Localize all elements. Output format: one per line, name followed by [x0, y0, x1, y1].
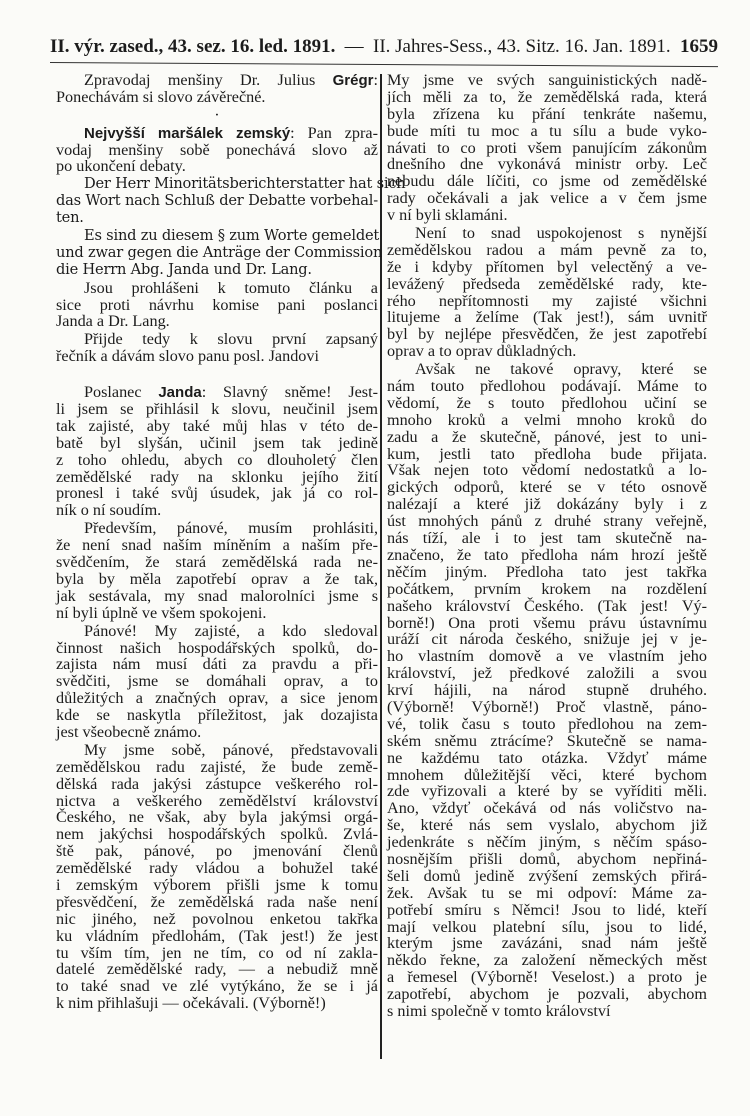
text-line: [56, 175, 406, 193]
header-rule: [50, 62, 718, 67]
text-line: [56, 690, 378, 707]
text-line: [56, 210, 378, 227]
line-text: :: [373, 71, 378, 89]
line-text: řečník a dávám slovo panu posl. Jandovi: [56, 347, 319, 366]
line-text: Es sind zu diesem § zum Worte gemeldet: [84, 227, 380, 245]
line-text: jedenkráte s něčím jiným, s něčím spáso-: [387, 833, 707, 852]
line-text: jak sestávala, my snad malorolníci jsme s: [56, 586, 378, 605]
paragraph-gap: [56, 366, 378, 384]
text-line: [387, 733, 707, 750]
text-line: [56, 978, 378, 995]
text-line: [387, 361, 707, 378]
text-line: [56, 331, 378, 348]
text-line: [56, 809, 378, 826]
line-text: sice proti návrhu komise pani poslanci: [56, 295, 378, 314]
text-line: [387, 598, 707, 615]
paragraph: [56, 125, 378, 176]
line-text: Však nejen toto vědomí nedostatků a lo-: [387, 461, 707, 480]
text-line: [387, 1003, 707, 1020]
paragraph: [56, 227, 383, 279]
text-line: [56, 673, 378, 690]
line-text: zemědělské rady na sklonku jejího žití: [56, 467, 378, 486]
text-line: [387, 902, 707, 919]
text-line: [56, 571, 378, 588]
line-text: Ano, vždyť očekává od nás voličstvo na-: [387, 799, 707, 818]
paragraph: [56, 742, 378, 1012]
text-line: [387, 851, 707, 868]
line-text: činnost našich hospodářských spolků, do-: [56, 638, 378, 657]
text-line: [387, 699, 707, 716]
speaker-name: Nejvyšší maršálek zemský: [84, 124, 291, 142]
text-line: [387, 885, 707, 902]
line-text: značeno, že tato předloha nám hrozí ještě: [387, 545, 707, 564]
text-line: [56, 107, 378, 124]
line-text: dělská rada jakýsi zástupce veškerého rol-: [56, 774, 378, 793]
line-text: zde vyřizovali a které by se vyříditi měli.: [387, 782, 707, 801]
speaker-name: Janda: [158, 384, 202, 402]
line-text: Není to snad uspokojenost s nynější: [415, 224, 707, 243]
line-text: nalézají a které již dokázány byly i z: [387, 495, 707, 514]
line-text: dnešního dne vykonává ministr orby. Leč: [387, 155, 707, 174]
paragraph: [56, 623, 378, 741]
text-line: [387, 547, 707, 564]
line-text: litujeme a želíme (Tak jest!), sám uvnitř: [387, 308, 707, 327]
text-line: [387, 919, 707, 936]
right-column: [387, 72, 707, 1021]
line-text: li jsem se přihlásil k slovu, neučinil jsem: [56, 400, 378, 419]
line-text: kde se naskytla příležitost, jak dozajista: [56, 706, 378, 725]
line-text: s nimi společně v tomto království: [387, 1001, 611, 1020]
text-line: [387, 72, 707, 89]
line-text: přesvědčení, že zemědělská rada naše není: [56, 892, 378, 911]
line-text: oprav a to oprav důkladných.: [387, 342, 577, 361]
text-line: [56, 125, 378, 142]
line-text: nem jakýchsi hospodářských spolků. Zvlá-: [56, 825, 378, 844]
line-prefix: Poslanec: [84, 383, 159, 402]
text-line: [387, 834, 707, 851]
line-text: ní byli úplně ve všem spokojeni.: [56, 603, 267, 622]
text-line: [56, 228, 378, 245]
text-line: [387, 140, 707, 157]
text-line: [56, 877, 378, 894]
text-line: [387, 446, 707, 463]
line-text: ten.: [56, 209, 84, 227]
text-line: [56, 384, 378, 401]
line-text: byla by měla zapotřebí oprav a že tak,: [56, 569, 378, 588]
text-line: [387, 309, 707, 326]
line-text: mnoho kroků a velmi mnoho kroků do: [387, 410, 707, 429]
line-text: und zwar gegen die Anträge der Commission: [56, 243, 383, 261]
line-text: k nim přihlašuji — očekávali. (Výborně!): [56, 994, 326, 1013]
line-text: nás tíží, ale i to jest tam skutečně na-: [387, 529, 707, 548]
text-line: [56, 793, 378, 810]
text-line: [387, 378, 707, 395]
text-line: [387, 242, 707, 259]
paragraph: [56, 384, 378, 519]
line-text: i zemským výborem přišli jsme k tomu: [56, 875, 378, 894]
line-prefix: Zpravodaj menšiny Dr. Julius: [84, 71, 333, 89]
paragraph: [56, 72, 378, 106]
text-line: [56, 588, 378, 605]
text-line: [56, 297, 378, 314]
line-text: kum, jestli tato předloha bude přijata.: [387, 444, 707, 463]
text-line: [56, 707, 378, 724]
line-text: : Pan zpra-: [290, 123, 378, 142]
text-line: [56, 945, 378, 962]
line-text: v ní byli sklamáni.: [387, 206, 508, 225]
text-line: [387, 767, 707, 784]
paragraph: [387, 225, 707, 360]
line-text: Přijde tedy k slovu první zapsaný: [84, 330, 378, 349]
text-line: [387, 207, 707, 224]
line-text: nosnějším přišli domů, abychom nepřiná-: [387, 849, 707, 868]
line-text: svědčiti, jsme se domáhali oprav, a to: [56, 672, 378, 691]
text-line: [387, 648, 707, 665]
line-text: levážený předseda zemědělské rady, kte-: [387, 274, 707, 293]
text-line: [387, 952, 707, 969]
line-text: žek. Avšak tu se mi odpoví: Máme za-: [387, 883, 707, 902]
text-line: [387, 462, 707, 479]
line-text: po ukončení debaty.: [56, 157, 186, 176]
text-line: [56, 605, 378, 622]
line-text: ník o ní soudím.: [56, 501, 162, 520]
line-text: zemědělskou radu zajisté, že bude země-: [56, 757, 378, 776]
text-line: [56, 401, 378, 418]
line-text: mnohem důležitější věci, které bychom: [387, 765, 707, 784]
line-text: (Výborně! Výborně!) Proč vlastně, páno-: [387, 697, 707, 716]
line-text: borně!) Ona proti všemu právu ústavnímu: [387, 613, 707, 632]
line-text: šeli domů jedině zvýšení zemských přirá-: [387, 866, 707, 885]
line-text: zemědělské rady vládou a bohužel také: [56, 859, 378, 878]
line-text: bude míti tu moc a tu sílu a bude vyko-: [387, 121, 707, 140]
text-line: [56, 759, 378, 776]
header-german: II. Jahres-Sess., 43. Sitz. 16. Jan. 1891.: [373, 36, 671, 57]
paragraph: [56, 520, 378, 621]
text-line: [56, 894, 378, 911]
text-line: [387, 412, 707, 429]
line-text: Ponechávám si slovo závěrečné.: [56, 87, 266, 106]
line-text: vé, tolik času s touto předlohou na zem-: [387, 714, 707, 733]
text-line: [387, 479, 707, 496]
text-line: [387, 615, 707, 632]
speaker-name: Grégr: [332, 72, 374, 89]
text-line: [56, 520, 378, 537]
line-text: vodaj menšiny sobě ponechává slovo až: [56, 140, 378, 159]
line-text: tak zajisté, aby také můj hlas v této de-: [56, 416, 378, 435]
line-text: ště pak, pánové, po jmenování členů: [56, 842, 378, 861]
text-line: [387, 969, 707, 986]
text-line: [387, 156, 707, 173]
text-line: [56, 724, 378, 741]
line-text: Českého, ne však, aby byla jakýmsi orgá-: [56, 808, 378, 827]
line-text: My jsme sobě, pánové, představovali: [84, 740, 378, 759]
line-text: My jsme ve svých sanguinistických nadě-: [387, 71, 707, 89]
text-line: [56, 826, 378, 843]
text-line: [56, 843, 378, 860]
line-text: zapotřebí, abychom je pozvali, abychom: [387, 985, 707, 1004]
line-text: byl by nejlépe přesvědčen, že jest zapotřebí: [387, 325, 707, 344]
text-line: [56, 742, 378, 759]
line-text: království, jež předkové založili a svou: [387, 664, 707, 683]
text-line: [387, 496, 707, 513]
text-line: [387, 986, 707, 1003]
text-line: [56, 554, 378, 571]
line-text: jích měli za to, že zemědělská rada, která: [387, 87, 707, 106]
line-text: batě byl slyšán, učinil jsem tak jedině: [56, 433, 378, 452]
text-line: [56, 995, 378, 1012]
line-text: rého nepřítomnosti my zajisté všichni: [387, 291, 707, 310]
text-line: [56, 280, 378, 297]
line-text: Avšak ne takové opravy, které se: [415, 360, 707, 379]
line-text: byla zřízena ku přání tenkráte našemu,: [387, 104, 707, 123]
text-line: [56, 313, 378, 330]
paragraph: [387, 361, 707, 1020]
text-line: [387, 716, 707, 733]
line-text: něčím jiným. Předloha tato jest takřka: [387, 562, 707, 581]
line-text: úst mnohých pánů z druhé strany veřejně,: [387, 512, 707, 531]
text-line: [56, 158, 378, 175]
line-text: : Slavný sněme! Jest-: [201, 383, 378, 402]
text-line: [387, 343, 707, 360]
text-line: [387, 225, 707, 242]
line-text: nebudu dále líčiti, co jsme od zemědělské: [387, 172, 707, 191]
paragraph: [387, 72, 707, 224]
line-text: gických odporů, které se v této osnově: [387, 478, 707, 497]
text-line: [387, 631, 707, 648]
text-line: [56, 776, 378, 793]
line-text: nic jiného, než povolnou enketou takřka: [56, 909, 378, 928]
line-text: zadu a že skutečně, pánové, jest to uni-: [387, 427, 707, 446]
text-line: [387, 293, 707, 310]
text-line: [387, 89, 707, 106]
line-text: důležitých a značných oprav, a sice jenom: [56, 689, 378, 708]
line-text: datelé zemědělské rady, — a nebudiž mně: [56, 960, 378, 979]
text-line: [387, 190, 707, 207]
text-line: [387, 173, 707, 190]
line-text: rady očekávali a jak velice a v čem jsme: [387, 189, 707, 208]
line-text: die Herrn Abg. Janda und Dr. Lang.: [56, 260, 312, 278]
text-line: [56, 193, 378, 210]
paragraph: [56, 280, 378, 331]
line-text: vědomí, že s touto předlohou učiní se: [387, 393, 707, 412]
text-line: [387, 259, 707, 276]
text-line: [56, 452, 378, 469]
text-line: [56, 469, 378, 486]
line-text: še, které nás sem vyslalo, abychom již: [387, 816, 707, 835]
line-text: uráží cit národa českého, snižuje jej v je-: [387, 630, 707, 649]
line-text: zemědělskou radou a mám pevně za to,: [387, 240, 707, 259]
line-text: mají velkou platební sílu, jsou to lidé,: [387, 917, 707, 936]
text-line: [56, 485, 378, 502]
left-column: [56, 71, 406, 1013]
text-line: [56, 142, 378, 159]
line-text: kterým jsme zavázáni, snad nám ještě: [387, 934, 707, 953]
line-text: ském sněmu ztrácíme? Skutečně se nama-: [387, 731, 707, 750]
line-text: Především, pánové, musím prohlásiti,: [84, 519, 378, 538]
header-dash: —: [344, 36, 364, 57]
text-line: [387, 106, 707, 123]
line-text: das Wort nach Schluß der Debatte vorbehal-: [56, 192, 378, 210]
line-text: nám touto předlohou podávají. Máme to: [387, 377, 707, 396]
line-text: počátkem, prvním krokem na rozdělení: [387, 579, 707, 598]
line-text: nictva a veškerého zemědělství království: [56, 791, 378, 810]
text-line: [387, 530, 707, 547]
page-number: 1659: [679, 36, 718, 57]
line-text: našeho království Českého. (Tak jest! Vý-: [387, 596, 707, 615]
text-line: [387, 935, 707, 952]
header-czech: II. výr. zased., 43. sez. 16. led. 1891.: [50, 36, 336, 57]
text-line: [387, 395, 707, 412]
text-line: [387, 800, 707, 817]
text-line: [56, 623, 378, 640]
line-text: z toho ohledu, abych co dlouholetý člen: [56, 450, 378, 469]
line-text: potřebí smíru s Němci! Jsou to lidé, kteří: [387, 900, 707, 919]
text-line: [56, 418, 378, 435]
line-text: jest všeobecně známo.: [56, 722, 202, 741]
text-line: [56, 656, 378, 673]
text-line: [56, 537, 378, 554]
line-text: to také snad ve zlé vytýkáno, že se i já: [56, 977, 378, 996]
text-line: [56, 502, 378, 519]
line-text: zajista nám musí dáti za pravdu a při-: [56, 655, 378, 674]
line-text: návati to co proti všem panujícím zákonům: [387, 138, 707, 157]
text-line: [56, 860, 378, 877]
running-header: [50, 36, 718, 58]
line-text: ·: [214, 105, 220, 124]
text-line: [387, 581, 707, 598]
text-line: [56, 262, 378, 279]
paragraph: [56, 175, 406, 227]
text-line: [387, 665, 707, 682]
text-line: [56, 72, 378, 89]
line-text: že není snad naším míněním a naším pře-: [56, 536, 378, 555]
line-text: někdo řekne, za založení německých měst: [387, 951, 707, 970]
line-text: ku vládním předlohám, (Tak jest!) že jest: [56, 926, 378, 945]
line-text: krví hájili, na národ stupně druhého.: [387, 681, 707, 700]
line-text: Jsou prohlášeni k tomuto článku a: [84, 278, 378, 297]
line-text: ne každému tato otázka. Vždyť máme: [387, 748, 707, 767]
line-text: Der Herr Minoritätsberichterstatter hat sich: [84, 175, 406, 193]
line-text: Janda a Dr. Lang.: [56, 312, 170, 331]
line-text: Pánové! My zajisté, a kdo sledoval: [84, 621, 378, 640]
text-line: [387, 750, 707, 767]
text-line: [56, 89, 378, 106]
text-line: [56, 928, 378, 945]
text-line: [387, 564, 707, 581]
line-text: a řemesel (Výborně! Veselost.) a proto je: [387, 968, 707, 987]
line-text: pronesl i také svůj úsudek, jak já co rol-: [56, 484, 378, 503]
text-line: [56, 243, 383, 262]
text-line: [387, 682, 707, 699]
text-line: [387, 513, 707, 530]
text-line: [56, 961, 378, 978]
text-line: [387, 429, 707, 446]
text-line: [56, 435, 378, 452]
line-text: tu vším tím, jen ne tím, co od ní zakla-: [56, 943, 378, 962]
text-line: [56, 348, 378, 365]
text-line: [387, 783, 707, 800]
text-line: [387, 123, 707, 140]
text-line: [387, 817, 707, 834]
text-line: [387, 326, 707, 343]
column-divider: [380, 74, 382, 1059]
text-line: [387, 276, 707, 293]
text-line: [56, 911, 378, 928]
paragraph: [56, 107, 378, 124]
text-line: [56, 640, 378, 657]
line-text: ho vlastním domově a ve vlastním jeho: [387, 647, 707, 666]
line-text: že i kdyby přítomen byl velectěný a ve-: [387, 257, 707, 276]
paragraph: [56, 331, 378, 365]
text-line: [387, 868, 707, 885]
line-text: svědčením, že stará zemědělská rada ne-: [56, 553, 378, 572]
